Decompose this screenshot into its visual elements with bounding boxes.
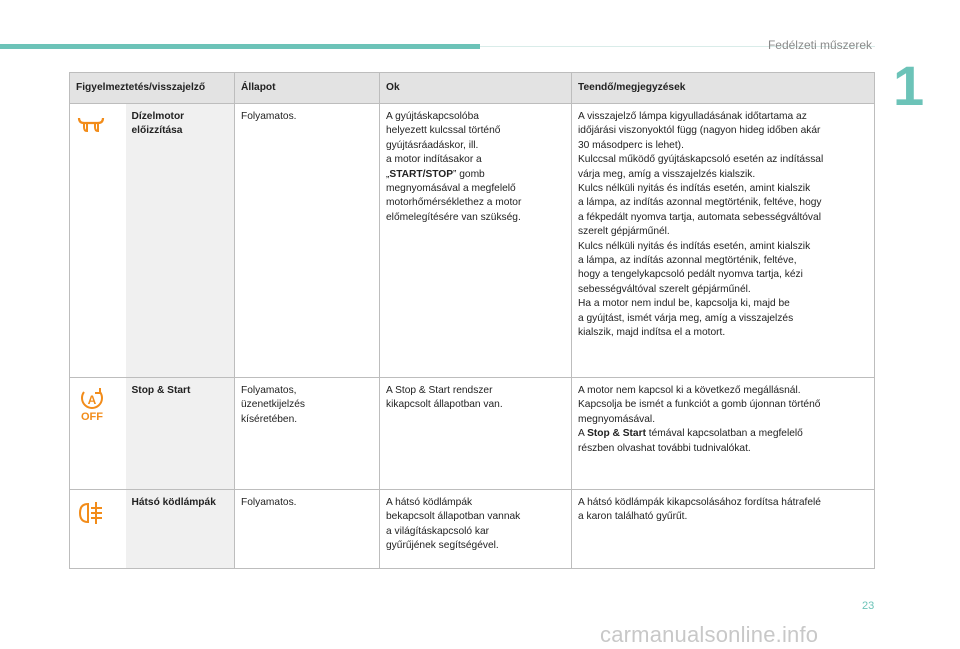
state-cell: Folyamatos. — [235, 104, 380, 378]
icon-cell — [70, 490, 126, 569]
cause-cell: A hátsó ködlámpák bekapcsolt állapotban vannak a világításkapcsoló kar gyűrűjének segítségével. — [380, 490, 572, 569]
notes-cell: A hátsó ködlámpák kikapcsolásához fordítsa hátrafelé a karon található gyűrűt. — [572, 490, 875, 569]
icon-cell — [70, 378, 126, 490]
svg-text:OFF: OFF — [81, 411, 103, 422]
watermark-text: carmanualsonline.info — [600, 622, 819, 647]
table-header-row — [70, 73, 875, 104]
cause-cell: A Stop & Start rendszer kikapcsolt állapotban van. — [380, 378, 572, 490]
state-cell: Folyamatos, üzenetkijelzés kíséretében. — [235, 378, 380, 490]
warning-lights-table — [69, 72, 875, 569]
stop-start-off-icon — [76, 386, 108, 422]
icon-cell — [70, 104, 126, 378]
column-header-notes: Teendő/megjegyzések — [572, 73, 875, 104]
notes-cell: A motor nem kapcsol ki a következő megállásnál. Kapcsolja be ismét a funkciót a gomb újonnan történő megnyomásával. A Stop & Start témával kapcsolatban a megfelelő részben olvashat további tudnivalókat. — [572, 378, 875, 490]
header-accent-bar — [0, 44, 480, 49]
warning-name: Stop & Start — [126, 378, 235, 490]
warning-name: Dízelmotor előizzítása — [126, 104, 235, 378]
column-header-warning: Figyelmeztetés/visszajelző — [70, 73, 235, 104]
table-row — [70, 490, 875, 569]
state-cell: Folyamatos. — [235, 490, 380, 569]
notes-cell: A visszajelző lámpa kigyulladásának időtartama az időjárási viszonyoktól függ (nagyon hideg időben akár 30 másodperc is lehet). Kulccsal működő gyújtáskapcsoló esetén az indítással várja meg, amíg a visszajelzés kialszik. Kulcs nélküli nyitás és indítás esetén, amint kialszik a lámpa, az indítás azonnal megtörténik, feltéve, hogy a fékpedált nyomva tartja, automata sebességváltóval szerelt gépjárműnél. Kulcs nélküli nyitás és indítás esetén, amint kialszik a lámpa, az indítás azonnal megtörténik, feltéve, hogy a tengelykapcsoló pedált nyomva tartja, kézi sebességváltóval szerelt gépjárműnél. Ha a motor nem indul be, kapcsolja ki, majd be a gyújtást, ismét várja meg, amíg a visszajelzés kialszik, majd indítsa el a motort. — [572, 104, 875, 378]
column-header-cause: Ok — [380, 73, 572, 104]
chapter-number: 1 — [893, 54, 925, 117]
svg-text:A: A — [87, 393, 97, 407]
warning-name: Hátsó ködlámpák — [126, 490, 235, 569]
table-row — [70, 104, 875, 378]
page-number: 23 — [862, 600, 875, 612]
rear-fog-lamp-icon — [76, 498, 106, 528]
column-header-state: Állapot — [235, 73, 380, 104]
table-row — [70, 378, 875, 490]
cause-cell: A gyújtáskapcsolóba helyezett kulcssal történő gyújtásráadáskor, ill. a motor indításakor a „START/STOP” gomb megnyomásával a megfelelő motorhőmérséklethez a motor előmelegítésére van szükség. — [380, 104, 572, 378]
glow-plug-icon — [76, 112, 106, 142]
section-title: Fedélzeti műszerek — [767, 38, 872, 52]
